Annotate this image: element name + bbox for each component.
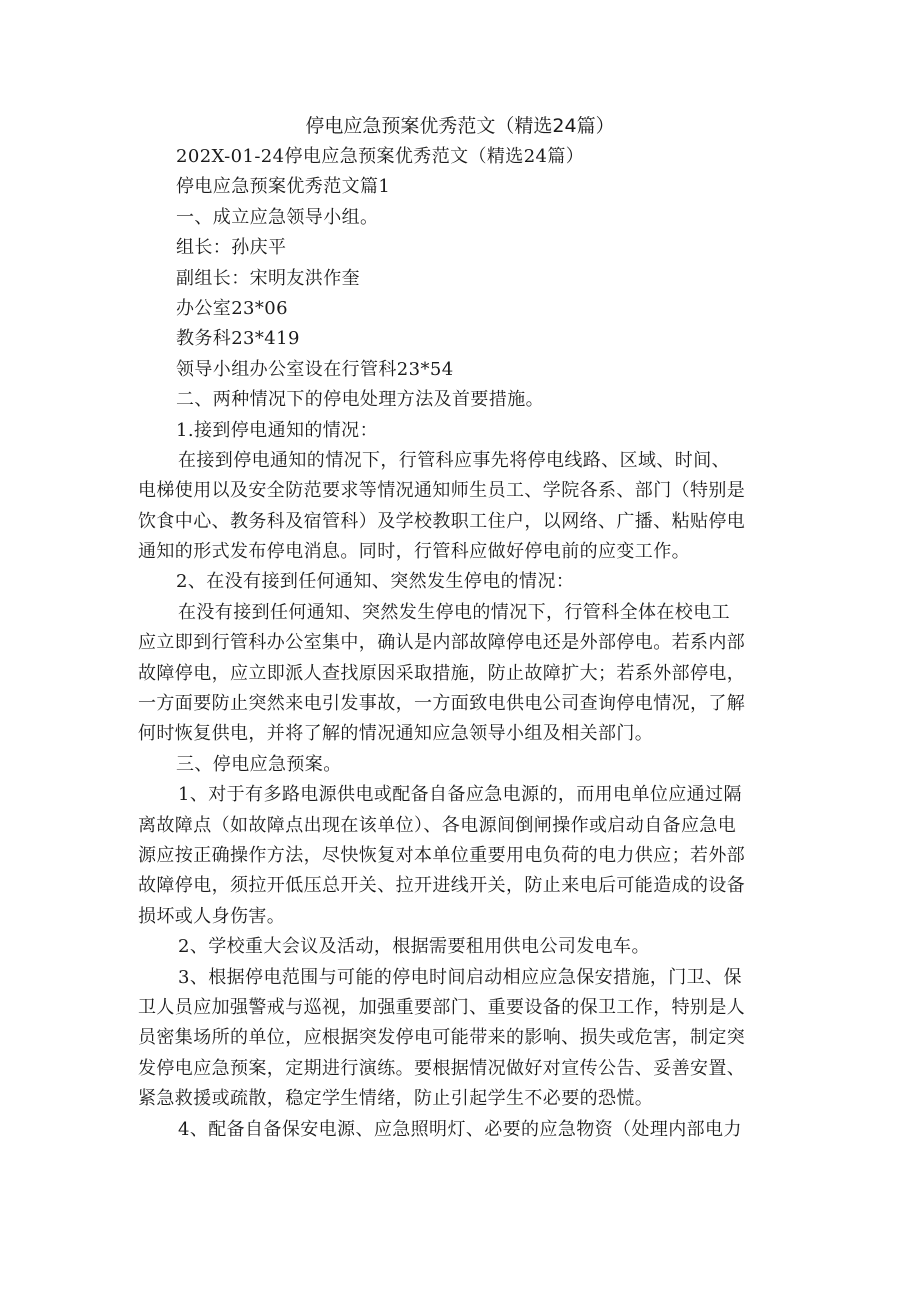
- body-line: 2、学校重大会议及活动，根据需要租用供电公司发电车。: [178, 936, 650, 958]
- body-line: 应立即到行管科办公室集中，确认是内部故障停电还是外部停电。若系内部: [138, 632, 746, 654]
- body-line: 通知的形式发布停电消息。同时，行管科应做好停电前的应变工作。: [138, 541, 690, 563]
- body-line: 二、两种情况下的停电处理方法及首要措施。: [176, 389, 544, 411]
- body-line: 离故障点（如故障点出现在该单位）、各电源间倒闸操作或启动自备应急电: [138, 814, 737, 836]
- body-line: 卫人员应加强警戒与巡视，加强重要部门、重要设备的保卫工作，特别是人: [138, 996, 746, 1018]
- body-line: 故障停电，须拉开低压总开关、拉开进线开关，防止来电后可能造成的设备: [138, 875, 746, 897]
- body-line: 组长：孙庆平: [176, 237, 287, 259]
- body-line: 2、在没有接到任何通知、突然发生停电的情况：: [176, 571, 575, 593]
- body-line: 源应按正确操作方法，尽快恢复对本单位重要用电负荷的电力供应；若外部: [138, 844, 746, 866]
- body-line: 员密集场所的单位，应根据突发停电可能带来的影响、损失或危害，制定突: [138, 1027, 746, 1049]
- body-line: 一、成立应急领导小组。: [176, 206, 379, 228]
- body-line: 在接到停电通知的情况下，行管科应事先将停电线路、区域、时间、: [178, 449, 730, 471]
- body-line: 办公室23*06: [176, 297, 289, 319]
- body-line: 教务科23*419: [176, 328, 300, 350]
- body-line: 三、停电应急预案。: [176, 753, 342, 775]
- body-line: 一方面要防止突然来电引发事故，一方面致电供电公司查询停电情况，了解: [138, 693, 746, 715]
- body-line: 损坏或人身伤害。: [138, 905, 286, 927]
- body-line: 4、配备自备保安电源、应急照明灯、必要的应急物资（处理内部电力: [178, 1118, 742, 1140]
- body-line: 副组长：宋明友洪作奎: [176, 267, 360, 289]
- body-line: 饮食中心、教务科及宿管科）及学校教职工住户，以网络、广播、粘贴停电: [138, 510, 746, 532]
- body-line: 202X-01-24停电应急预案优秀范文（精选24篇）: [176, 146, 585, 167]
- body-line: 故障停电，应立即派人查找原因采取措施，防止故障扩大；若系外部停电，: [138, 662, 746, 684]
- body-line: 停电应急预案优秀范文篇1: [176, 176, 391, 198]
- body-line: 何时恢复供电，并将了解的情况通知应急领导小组及相关部门。: [138, 723, 654, 745]
- body-line: 电梯使用以及安全防范要求等情况通知师生员工、学院各系、部门（特别是: [138, 480, 746, 502]
- body-line: 领导小组办公室设在行管科23*54: [176, 358, 454, 380]
- body-line: 1.接到停电通知的情况：: [176, 419, 378, 441]
- body-line: 在没有接到任何通知、突然发生停电的情况下，行管科全体在校电工: [178, 601, 730, 623]
- body-line: 紧急救援或疏散，稳定学生情绪，防止引起学生不必要的恐慌。: [138, 1088, 654, 1110]
- document-title: 停电应急预案优秀范文（精选24篇）: [305, 115, 615, 137]
- body-line: 3、根据停电范围与可能的停电时间启动相应应急保安措施，门卫、保: [178, 966, 742, 988]
- body-line: 1、对于有多路电源供电或配备自备应急电源的，而用电单位应通过隔: [178, 784, 742, 806]
- document-body: [138, 142, 792, 1145]
- body-line: 发停电应急预案，定期进行演练。要根据情况做好对宣传公告、妥善安置、: [138, 1057, 746, 1079]
